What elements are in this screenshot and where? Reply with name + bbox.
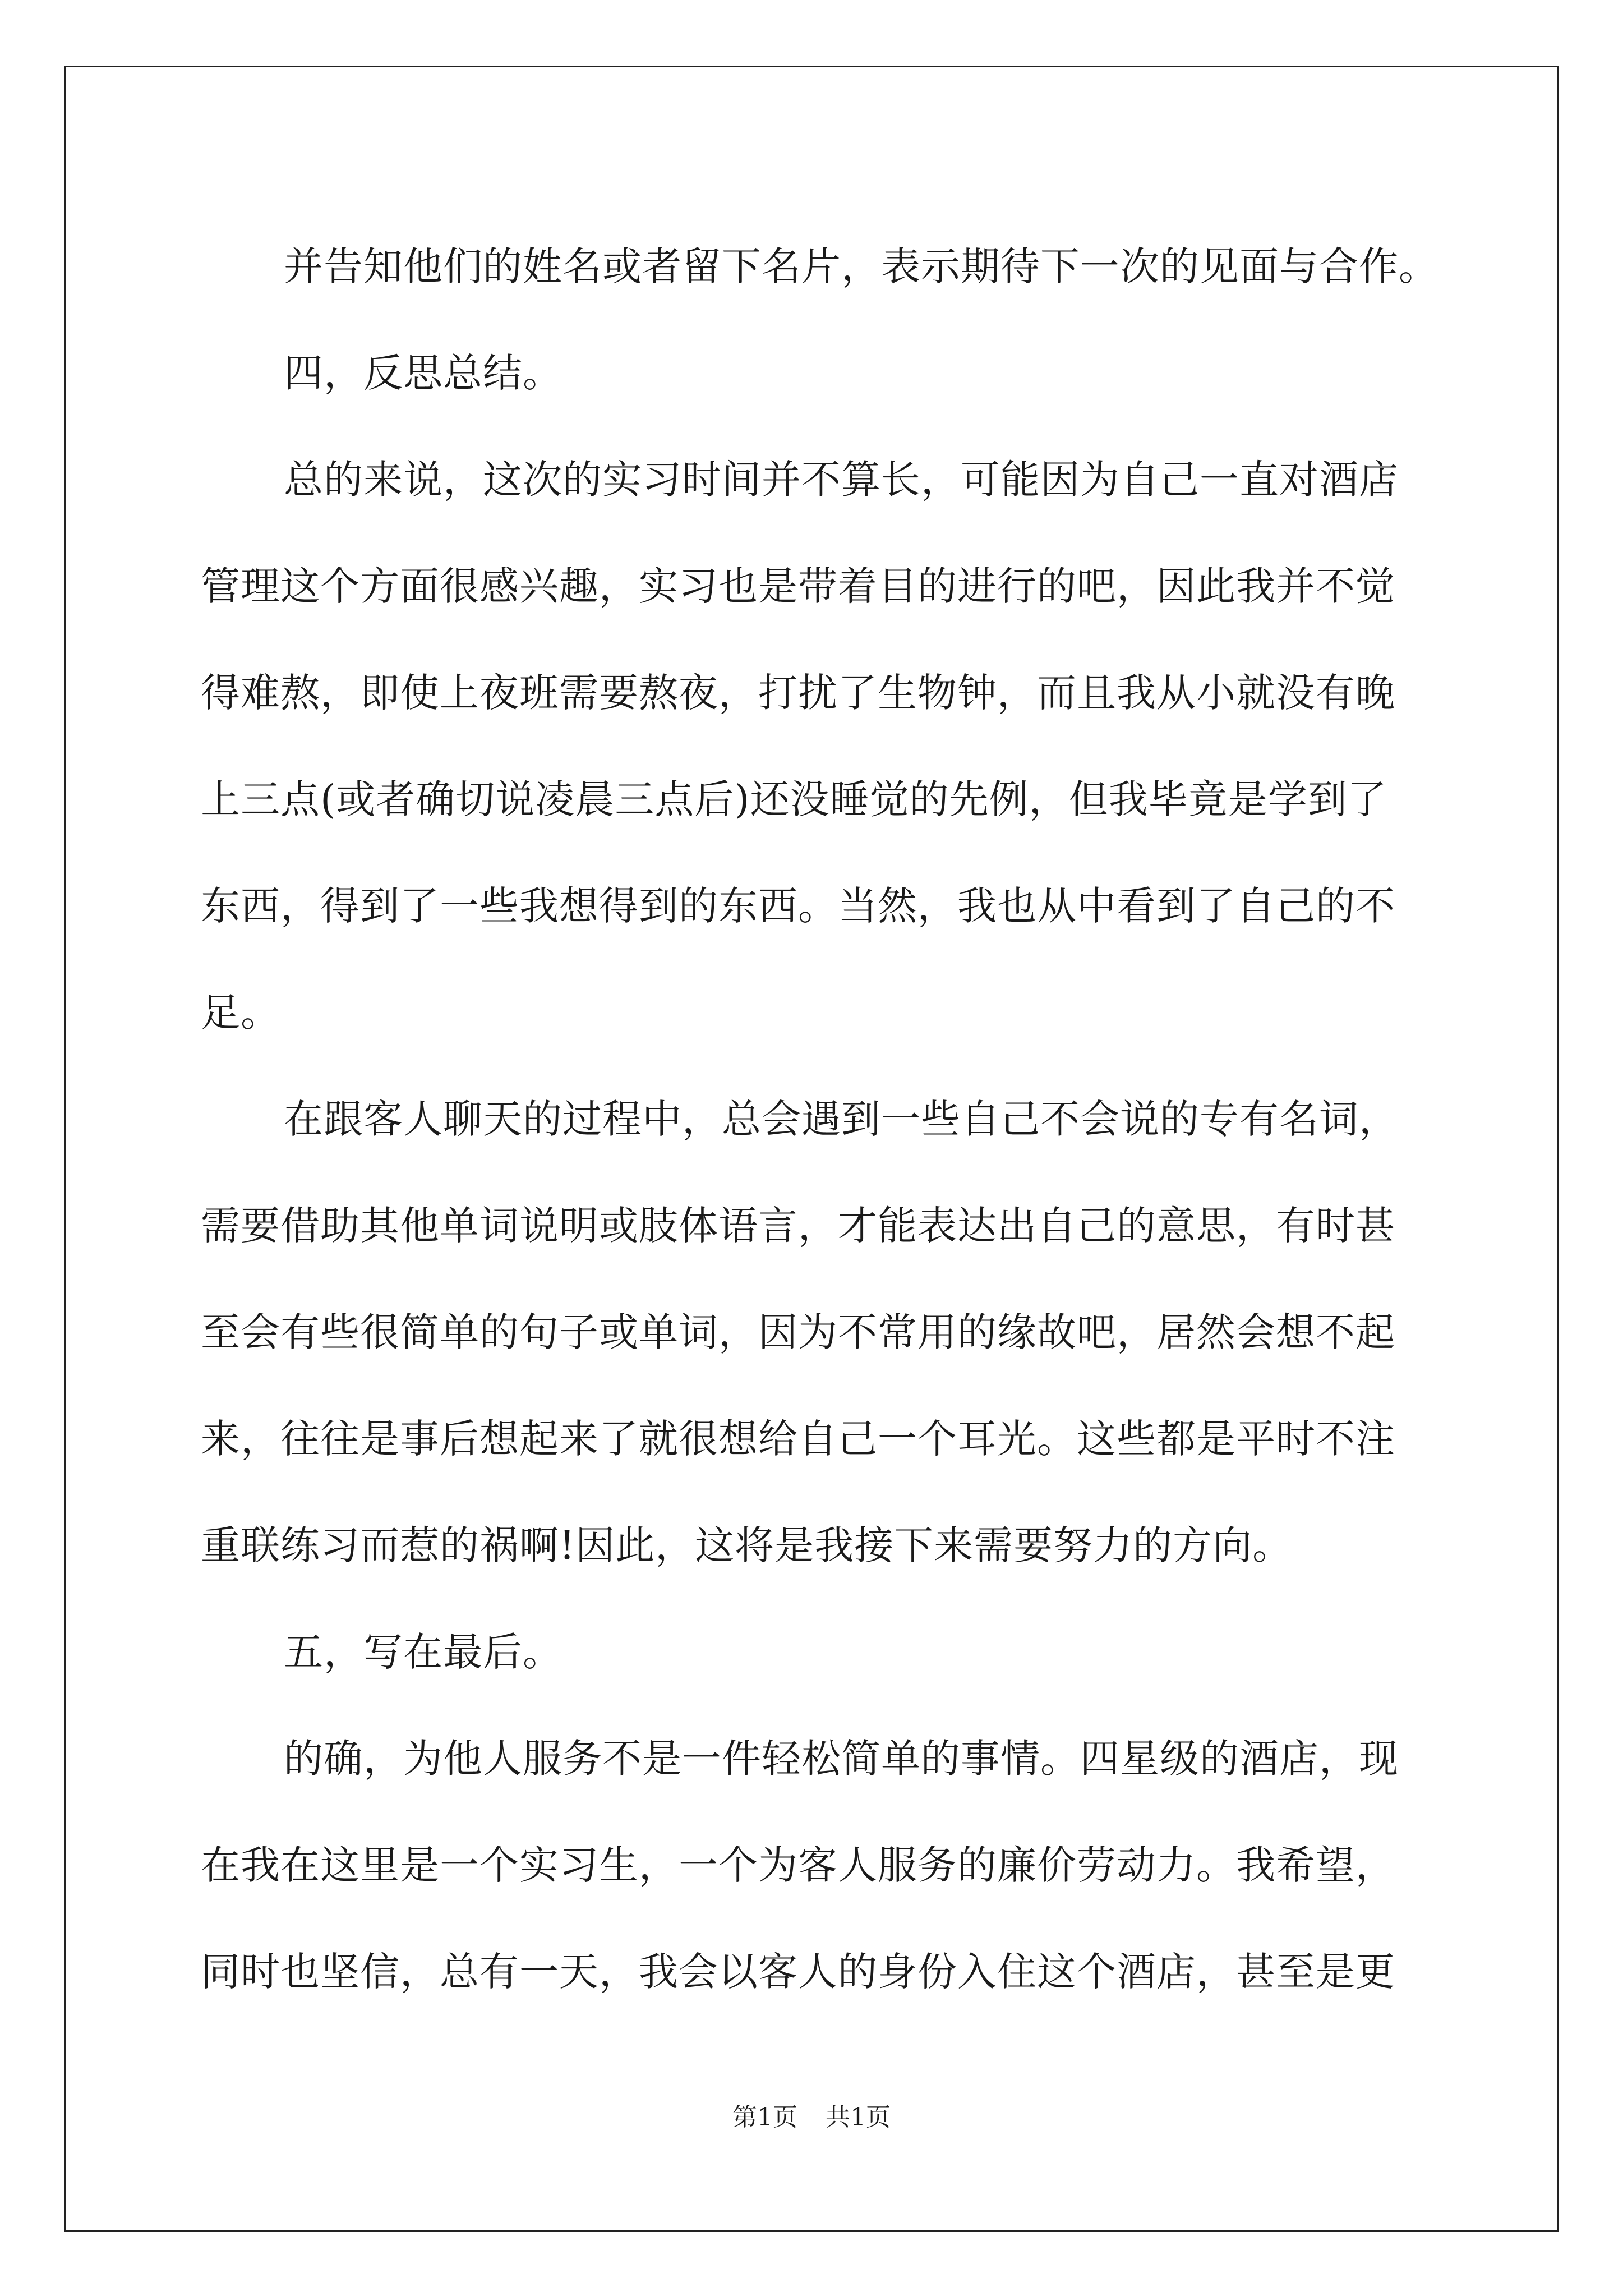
page-number: 第1页 <box>732 2103 797 2132</box>
page-total: 共1页 <box>826 2103 891 2132</box>
text-line: 总的来说，这次的实习时间并不算长，可能因为自己一直对酒店 <box>284 457 1399 503</box>
document-body <box>201 213 1438 2025</box>
text-line: 同时也坚信，总有一天，我会以客人的身份入住这个酒店，甚至是更 <box>201 1949 1395 1995</box>
text-line: 足。 <box>201 990 280 1036</box>
text-line: 得难熬，即使上夜班需要熬夜，打扰了生物钟，而且我从小就没有晚 <box>201 670 1395 716</box>
text-line: 东西，得到了一些我想得到的东西。当然，我也从中看到了自己的不 <box>201 883 1395 929</box>
page-footer <box>0 2101 1623 2134</box>
section-heading: 四，反思总结。 <box>284 350 562 396</box>
text-line: 在跟客人聊天的过程中，总会遇到一些自己不会说的专有名词， <box>284 1096 1399 1142</box>
text-line: 来，往往是事后想起来了就很想给自己一个耳光。这些都是平时不注 <box>201 1416 1395 1462</box>
text-line: 的确，为他人服务不是一件轻松简单的事情。四星级的酒店，现 <box>284 1736 1399 1782</box>
text-line: 在我在这里是一个实习生，一个为客人服务的廉价劳动力。我希望， <box>201 1842 1395 1888</box>
text-line: 重联练习而惹的祸啊!因此，这将是我接下来需要努力的方向。 <box>201 1522 1293 1568</box>
section-heading: 五，写在最后。 <box>284 1629 562 1675</box>
text-line: 并告知他们的姓名或者留下名片，表示期待下一次的见面与合作。 <box>284 243 1438 289</box>
text-line: 至会有些很简单的句子或单词，因为不常用的缘故吧，居然会想不起 <box>201 1309 1395 1355</box>
text-line: 上三点(或者确切说凌晨三点后)还没睡觉的先例，但我毕竟是学到了 <box>201 776 1387 822</box>
text-line: 管理这个方面很感兴趣，实习也是带着目的进行的吧，因此我并不觉 <box>201 563 1395 609</box>
text-line: 需要借助其他单词说明或肢体语言，才能表达出自己的意思，有时甚 <box>201 1203 1395 1249</box>
